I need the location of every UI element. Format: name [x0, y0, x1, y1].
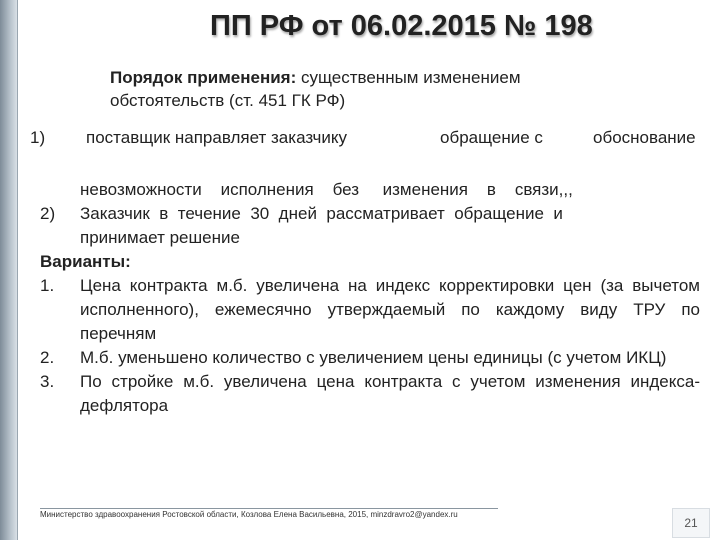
item2-text	[80, 202, 700, 250]
left-decorative-bar	[0, 0, 17, 540]
order-text-line2: обстоятельств (ст. 451 ГК РФ)	[110, 91, 346, 110]
page-number: 21	[672, 508, 710, 538]
left-divider	[17, 0, 18, 540]
variant-number: 3.	[40, 372, 55, 391]
item1-number: 1)	[30, 128, 46, 147]
variant-text: По стройке м.б. увеличена цена контракта с учетом изменения индекса-дефлятора	[80, 372, 700, 415]
item1-part-a: поставщик направляет заказчику	[86, 128, 348, 147]
variant-number: 1.	[40, 276, 55, 295]
item2-number: 2)	[40, 204, 56, 223]
item1-part-c: обоснование	[593, 128, 696, 147]
order-of-application	[110, 66, 670, 112]
variants-label: Варианты:	[40, 252, 131, 271]
variant-item	[40, 370, 700, 418]
item1-continuation: невозможности исполнения без изменения в связи,,,	[80, 180, 573, 199]
item2-line2: принимает решение	[80, 228, 240, 247]
footer-text: Министерство здравоохранения Ростовской области, Козлова Елена Васильевна, 2015, minzdravro2@yandex.ru	[40, 510, 458, 519]
footer-divider	[40, 508, 498, 509]
variant-text: М.б. уменьшено количество с увеличением цены единицы (с учетом ИКЦ)	[80, 348, 667, 367]
variant-item	[40, 274, 700, 346]
body-text	[40, 178, 700, 418]
variant-text: Цена контракта м.б. увеличена на индекс корректировки цен (за вычетом исполненного), ежемесячно утверждаемый по каждому виду ТРУ по перечням	[80, 276, 700, 343]
slide-title: ПП РФ от 06.02.2015 № 198	[210, 10, 593, 42]
item1-part-b: обращение с	[440, 128, 543, 147]
order-label: Порядок применения:	[110, 68, 297, 87]
variant-item	[40, 346, 700, 370]
item2	[40, 202, 700, 250]
variant-number: 2.	[40, 348, 55, 367]
order-text-line1: существенным изменением	[296, 68, 521, 87]
item2-line1: Заказчик в течение 30 дней рассматривает обращение и	[80, 204, 563, 223]
